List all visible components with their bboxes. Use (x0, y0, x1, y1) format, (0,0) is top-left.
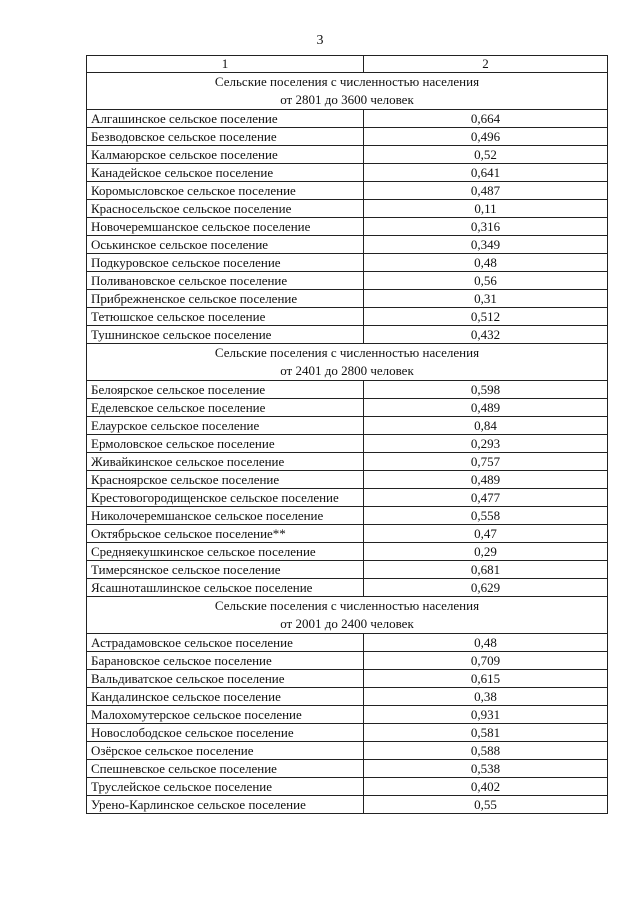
coefficient-value-cell: 0,432 (364, 326, 608, 344)
group-title (87, 73, 608, 110)
coefficients-table (86, 55, 608, 814)
coefficient-value-cell: 0,293 (364, 435, 608, 453)
settlement-name-cell: Средняекушкинское сельское поселение (87, 543, 364, 561)
settlement-name-cell: Новочеремшанское сельское поселение (87, 218, 364, 236)
coefficient-value-cell: 0,56 (364, 272, 608, 290)
settlement-name-cell: Малохомутерское сельское поселение (87, 706, 364, 724)
table-row (87, 453, 608, 471)
table-row (87, 110, 608, 128)
coefficient-value-cell: 0,52 (364, 146, 608, 164)
coefficient-value-cell: 0,664 (364, 110, 608, 128)
coefficient-value-cell: 0,48 (364, 254, 608, 272)
settlement-name-cell: Крестовогородищенское сельское поселение (87, 489, 364, 507)
coefficient-value-cell: 0,558 (364, 507, 608, 525)
table-row (87, 471, 608, 489)
group-header-row (87, 73, 608, 110)
settlement-name-cell: Тимерсянское сельское поселение (87, 561, 364, 579)
table-row (87, 507, 608, 525)
settlement-name-cell: Тетюшское сельское поселение (87, 308, 364, 326)
coefficient-value-cell: 0,477 (364, 489, 608, 507)
settlement-name-cell: Живайкинское сельское поселение (87, 453, 364, 471)
coefficient-value-cell: 0,512 (364, 308, 608, 326)
column-header-2: 2 (364, 56, 608, 73)
coefficient-value-cell: 0,487 (364, 182, 608, 200)
settlement-name-cell: Поливановское сельское поселение (87, 272, 364, 290)
settlement-name-cell: Безводовское сельское поселение (87, 128, 364, 146)
table-row (87, 128, 608, 146)
table-row (87, 381, 608, 399)
settlement-name-cell: Ясашноташлинское сельское поселение (87, 579, 364, 597)
coefficient-value-cell: 0,581 (364, 724, 608, 742)
page-number: 3 (316, 33, 324, 48)
settlement-name-cell: Астрадамовское сельское поселение (87, 634, 364, 652)
settlement-name-cell: Тушнинское сельское поселение (87, 326, 364, 344)
settlement-name-cell: Красносельское сельское поселение (87, 200, 364, 218)
table-row (87, 724, 608, 742)
group-header-row (87, 597, 608, 634)
table-row (87, 236, 608, 254)
coefficient-value-cell: 0,489 (364, 471, 608, 489)
table-row (87, 543, 608, 561)
coefficient-value-cell: 0,588 (364, 742, 608, 760)
table-row (87, 218, 608, 236)
table-row (87, 146, 608, 164)
settlement-name-cell: Октябрьское сельское поселение** (87, 525, 364, 543)
column-header-1: 1 (87, 56, 364, 73)
settlement-name-cell: Урено-Карлинское сельское поселение (87, 796, 364, 814)
coefficient-value-cell: 0,681 (364, 561, 608, 579)
group-title-line1: Сельские поселения с численностью населения (214, 345, 480, 360)
table-row (87, 525, 608, 543)
group-title-line1: Сельские поселения с численностью населения (214, 598, 480, 613)
settlement-name-cell: Коромысловское сельское поселение (87, 182, 364, 200)
table-row (87, 561, 608, 579)
settlement-name-cell: Калмаюрское сельское поселение (87, 146, 364, 164)
table-row (87, 760, 608, 778)
coefficient-value-cell: 0,615 (364, 670, 608, 688)
group-title (87, 597, 608, 634)
table-row (87, 290, 608, 308)
table-row (87, 706, 608, 724)
settlement-name-cell: Алгашинское сельское поселение (87, 110, 364, 128)
coefficient-value-cell: 0,47 (364, 525, 608, 543)
settlement-name-cell: Подкуровское сельское поселение (87, 254, 364, 272)
table-row (87, 326, 608, 344)
settlement-name-cell: Прибрежненское сельское поселение (87, 290, 364, 308)
table-row (87, 489, 608, 507)
table-row (87, 164, 608, 182)
table-row (87, 688, 608, 706)
settlement-name-cell: Спешневское сельское поселение (87, 760, 364, 778)
coefficient-value-cell: 0,48 (364, 634, 608, 652)
coefficient-value-cell: 0,641 (364, 164, 608, 182)
coefficient-value-cell: 0,11 (364, 200, 608, 218)
group-title-line2: от 2801 до 3600 человек (280, 92, 414, 107)
table-row (87, 634, 608, 652)
table-row (87, 742, 608, 760)
table-row (87, 417, 608, 435)
table-row (87, 399, 608, 417)
settlement-name-cell: Новослободское сельское поселение (87, 724, 364, 742)
table-row (87, 435, 608, 453)
settlement-name-cell: Николочеремшанское сельское поселение (87, 507, 364, 525)
table-row (87, 778, 608, 796)
settlement-name-cell: Канадейское сельское поселение (87, 164, 364, 182)
settlement-name-cell: Кандалинское сельское поселение (87, 688, 364, 706)
coefficient-value-cell: 0,29 (364, 543, 608, 561)
coefficient-value-cell: 0,55 (364, 796, 608, 814)
settlement-name-cell: Вальдиватское сельское поселение (87, 670, 364, 688)
settlement-name-cell: Озёрское сельское поселение (87, 742, 364, 760)
coefficient-value-cell: 0,931 (364, 706, 608, 724)
settlement-name-cell: Барановское сельское поселение (87, 652, 364, 670)
settlement-name-cell: Труслейское сельское поселение (87, 778, 364, 796)
settlement-name-cell: Оськинское сельское поселение (87, 236, 364, 254)
coefficient-value-cell: 0,598 (364, 381, 608, 399)
column-header-row (87, 56, 608, 73)
table-row (87, 652, 608, 670)
table-row (87, 254, 608, 272)
table-row (87, 670, 608, 688)
table-row (87, 272, 608, 290)
coefficient-value-cell: 0,38 (364, 688, 608, 706)
coefficient-value-cell: 0,84 (364, 417, 608, 435)
coefficient-value-cell: 0,349 (364, 236, 608, 254)
coefficient-value-cell: 0,402 (364, 778, 608, 796)
settlement-name-cell: Елаурское сельское поселение (87, 417, 364, 435)
table-row (87, 579, 608, 597)
coefficient-value-cell: 0,709 (364, 652, 608, 670)
table-row (87, 182, 608, 200)
settlement-name-cell: Ермоловское сельское поселение (87, 435, 364, 453)
coefficient-value-cell: 0,31 (364, 290, 608, 308)
coefficient-value-cell: 0,757 (364, 453, 608, 471)
coefficient-value-cell: 0,489 (364, 399, 608, 417)
coefficient-value-cell: 0,316 (364, 218, 608, 236)
group-title-line2: от 2001 до 2400 человек (280, 616, 414, 631)
coefficient-value-cell: 0,629 (364, 579, 608, 597)
coefficient-value-cell: 0,538 (364, 760, 608, 778)
settlement-name-cell: Еделевское сельское поселение (87, 399, 364, 417)
coefficient-value-cell: 0,496 (364, 128, 608, 146)
group-title-line2: от 2401 до 2800 человек (280, 363, 414, 378)
table-row (87, 200, 608, 218)
group-header-row (87, 344, 608, 381)
table-row (87, 796, 608, 814)
settlement-name-cell: Красноярское сельское поселение (87, 471, 364, 489)
group-title (87, 344, 608, 381)
settlement-name-cell: Белоярское сельское поселение (87, 381, 364, 399)
table-row (87, 308, 608, 326)
group-title-line1: Сельские поселения с численностью населения (214, 74, 480, 89)
